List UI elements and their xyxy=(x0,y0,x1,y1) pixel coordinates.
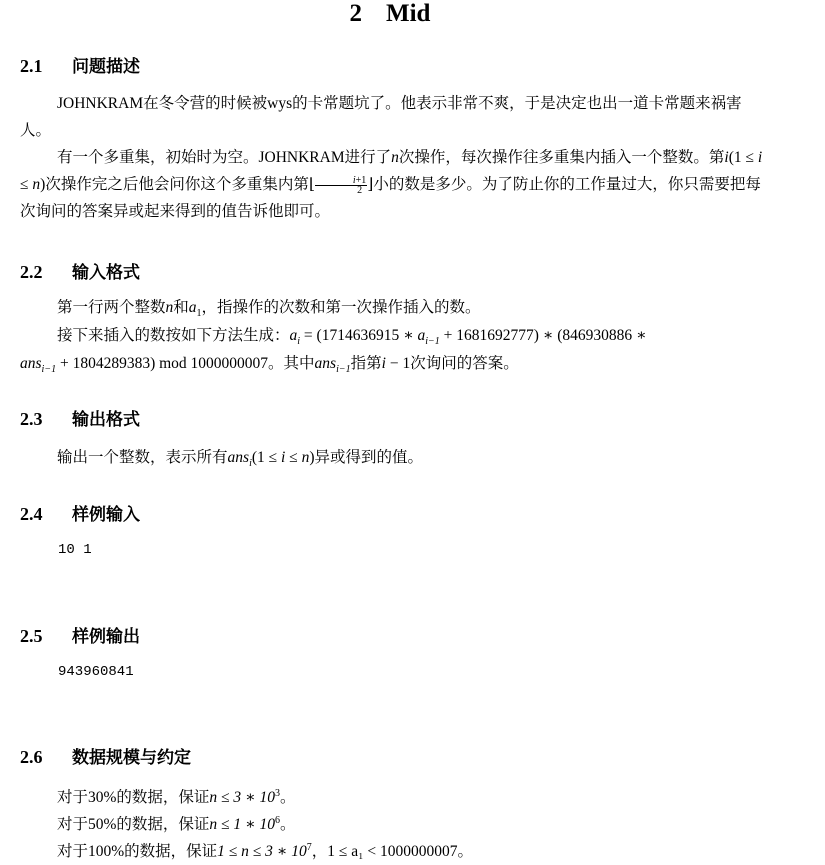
section-heading-sample-output xyxy=(20,622,140,647)
title-text: Mid xyxy=(386,0,431,27)
output-text: 输出一个整数，表示所有 xyxy=(57,449,228,466)
input-text: 和 xyxy=(173,299,189,316)
formula-text: = (1714636915 ∗ xyxy=(300,327,418,344)
document-title xyxy=(0,0,780,28)
output-text: 异或得到的值。 xyxy=(314,449,424,466)
section-title: 输入格式 xyxy=(72,263,140,283)
section-title: 问题描述 xyxy=(72,57,140,77)
sample-input-code: 10 1 xyxy=(58,542,92,558)
section-heading-constraints xyxy=(20,743,191,768)
input-line-3: ans$_{i-1}$ + 1804289383) mod 1000000007。其中ans$_{i-1}$指第i − 1次询问的答案。 xyxy=(20,355,519,376)
constraint-text: 。 xyxy=(279,816,296,833)
section-number: 2.6 xyxy=(20,747,43,767)
formula-text: + 1681692777) ∗ (846930886 ∗ xyxy=(439,327,647,344)
section-title: 输出格式 xyxy=(72,410,140,430)
input-line-1: 第一行两个整数n和$a_1$，指操作的次数和第一次操作插入的数。 xyxy=(57,299,481,320)
input-text: ，指操作的次数和第一次操作插入的数。 xyxy=(201,299,481,316)
section-number: 2.5 xyxy=(20,626,43,646)
constraint-exponent: 6 xyxy=(274,814,280,826)
section-title: 样例输入 xyxy=(72,505,140,525)
section-number: 2.2 xyxy=(20,262,43,282)
constraint-text: ，1 ≤ a₁ < 1000000007。 xyxy=(311,843,474,860)
constraint-exponent: 7 xyxy=(306,841,312,853)
formula-text: + 1804289383) mod 1000000007。其中 xyxy=(56,355,315,372)
constraint-bound: n ≤ 3 ∗ 10 xyxy=(209,789,275,806)
fraction: $\frac{i+1}{2}$ xyxy=(315,176,367,195)
sample-output-code: 943960841 xyxy=(58,664,134,680)
problem-paragraph-1: JOHNKRAM在冬令营的时候被wys的卡常题坑了。他表示非常不爽，于是决定也出一道卡常题来祸害人。 xyxy=(20,95,742,139)
section-title: 数据规模与约定 xyxy=(72,748,191,768)
problem-text: 小的数是多少。为了防止你的工作量过大，你只需要把每次询问的答案异或起来得到的值告诉他即可。 xyxy=(20,176,761,220)
input-text: 指第 xyxy=(350,355,382,372)
section-title: 样例输出 xyxy=(72,627,140,647)
section-heading-input xyxy=(20,258,140,283)
problem-paragraph-2: 有一个多重集，初始时为空。JOHNKRAM进行了n次操作，每次操作往多重集内插入一个整数。第i(1 ≤ i ≤ n)次操作完之后他会问你这个多重集内第⌊ $\frac{i+1}{2}$ ⌋小的数是多少。为了防止你的工作量过大，你只需要把每次询问的答案异或起来得到的值告诉他即可。 xyxy=(20,149,763,220)
constraint-bound: n ≤ 1 ∗ 10 xyxy=(209,816,275,833)
problem-text: 次操作，每次操作往多重集内插入一个整数。第 xyxy=(398,149,725,166)
constraint-text: 对于30%的数据，保证 xyxy=(57,789,210,806)
title-number: 2 xyxy=(349,0,363,27)
constraint-line xyxy=(57,839,473,861)
constraint-bound: 1 ≤ n ≤ 3 ∗ 10 xyxy=(217,843,307,860)
section-number: 2.3 xyxy=(20,409,43,429)
section-heading-sample-input xyxy=(20,500,140,525)
section-number: 2.4 xyxy=(20,504,43,524)
input-text: 第一行两个整数 xyxy=(57,299,166,316)
input-text: 接下来插入的数按如下方法生成： xyxy=(57,327,290,344)
constraint-line xyxy=(57,785,295,807)
output-line: 输出一个整数，表示所有ans$_i$(1 ≤ i ≤ n)异或得到的值。 xyxy=(57,449,424,470)
input-text: 次询问的答案。 xyxy=(410,355,519,372)
constraint-line xyxy=(57,812,295,834)
constraint-text: 对于100%的数据，保证 xyxy=(57,843,218,860)
section-number: 2.1 xyxy=(20,56,43,76)
section-heading-output xyxy=(20,405,140,430)
constraint-text: 。 xyxy=(279,789,296,806)
section-heading-problem xyxy=(20,52,140,77)
problem-text: 有一个多重集，初始时为空。JOHNKRAM进行了 xyxy=(57,149,392,166)
constraint-exponent: 3 xyxy=(274,787,280,799)
problem-text: 次操作完之后他会问你这个多重集内第 xyxy=(45,176,309,193)
constraint-text: 对于50%的数据，保证 xyxy=(57,816,210,833)
input-line-2: 接下来插入的数按如下方法生成：$a_i = (1714636915$ ∗ $a_{i-1} + 1681692777$) ∗ (846930886 ∗ xyxy=(57,327,647,348)
